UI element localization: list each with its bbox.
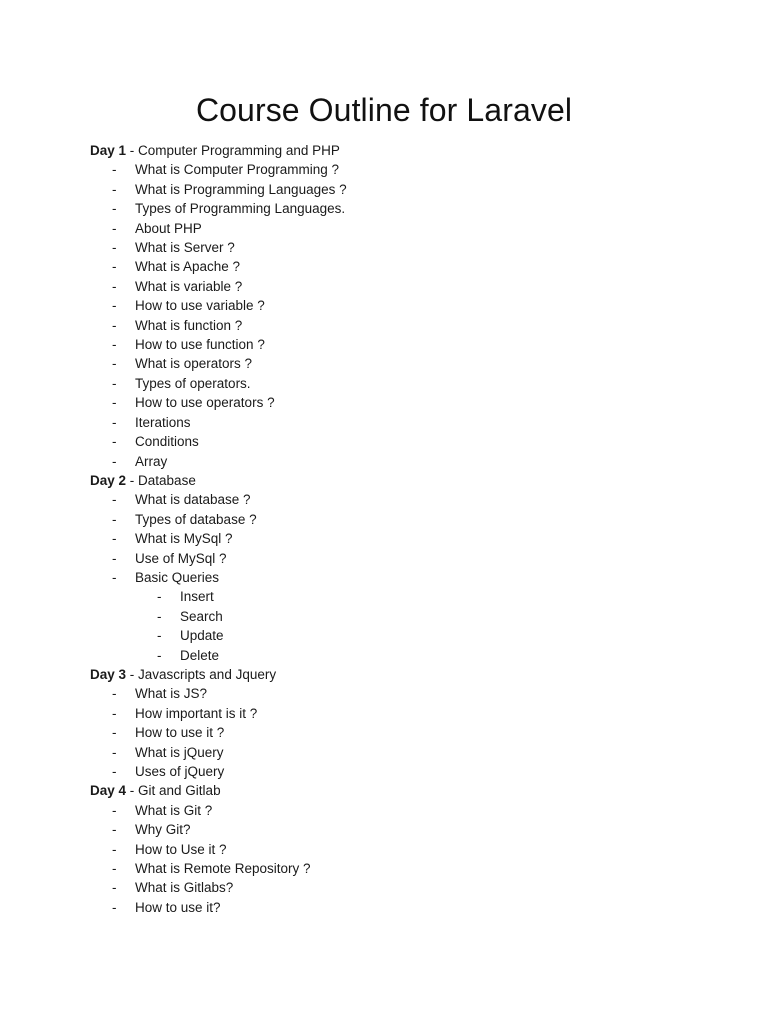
subtopic-text: Insert	[180, 589, 214, 605]
topic-text: What is MySql ?	[135, 531, 233, 547]
topic-text: Types of database ?	[135, 511, 257, 527]
topic-item	[90, 374, 728, 393]
topic-text: How to use it ?	[135, 725, 225, 741]
topic-text: What is Gitlabs?	[135, 880, 234, 896]
dash-bullet: -	[157, 608, 162, 624]
dash-bullet: -	[112, 434, 117, 450]
topic-text: How to use it?	[135, 899, 221, 915]
day-separator: -	[126, 666, 139, 682]
day-heading	[90, 665, 728, 684]
day-heading	[90, 781, 728, 800]
topic-item	[90, 354, 728, 373]
dash-bullet: -	[112, 744, 117, 760]
subtopic-item	[90, 587, 728, 606]
topic-item	[90, 762, 728, 781]
topic-item	[90, 723, 728, 742]
topic-text: Types of Programming Languages.	[135, 201, 346, 217]
topic-item	[90, 510, 728, 529]
day-separator: -	[126, 472, 139, 488]
day-topic: Computer Programming and PHP	[138, 143, 340, 158]
day-label: Day 3	[90, 666, 127, 682]
topic-item	[90, 801, 728, 820]
dash-bullet: -	[112, 822, 117, 838]
topic-text: How to Use it ?	[135, 841, 227, 857]
dash-bullet: -	[157, 647, 162, 663]
topic-text: What is Apache ?	[135, 259, 241, 275]
dash-bullet: -	[157, 628, 162, 644]
topic-item	[90, 180, 728, 199]
dash-bullet: -	[112, 880, 117, 896]
course-outline	[90, 141, 728, 917]
day-section	[90, 471, 728, 665]
dash-bullet: -	[112, 511, 117, 527]
topic-text: Basic Queries	[135, 569, 220, 585]
topic-list	[90, 801, 728, 917]
topic-item	[90, 432, 728, 451]
dash-bullet: -	[112, 764, 117, 779]
topic-text: What is function ?	[135, 317, 243, 333]
topic-text: How to use variable ?	[135, 298, 265, 314]
topic-item	[90, 277, 728, 296]
topic-item	[90, 529, 728, 548]
day-separator: -	[126, 783, 139, 799]
topic-text: What is operators ?	[135, 356, 253, 372]
day-section	[90, 141, 728, 471]
dash-bullet: -	[112, 181, 117, 197]
topic-item	[90, 878, 728, 897]
topic-text: How to use function ?	[135, 337, 265, 353]
subtopic-text: Update	[180, 628, 224, 644]
topic-text: Why Git?	[135, 822, 191, 838]
subtopic-text: Search	[180, 608, 223, 624]
topic-text: Uses of jQuery	[135, 764, 225, 779]
topic-text: What is Remote Repository ?	[135, 861, 311, 877]
topic-list	[90, 490, 728, 665]
dash-bullet: -	[112, 356, 117, 372]
dash-bullet: -	[112, 337, 117, 353]
dash-bullet: -	[112, 899, 117, 915]
dash-bullet: -	[112, 686, 117, 702]
topic-item	[90, 238, 728, 257]
dash-bullet: -	[112, 569, 117, 585]
topic-item	[90, 452, 728, 471]
dash-bullet: -	[112, 414, 117, 430]
topic-text: What is Computer Programming ?	[135, 162, 340, 178]
subtopic-item	[90, 626, 728, 645]
topic-text: What is JS?	[135, 686, 208, 702]
topic-text: Conditions	[135, 434, 199, 450]
dash-bullet: -	[112, 201, 117, 217]
topic-list	[90, 160, 728, 471]
topic-text: How to use operators ?	[135, 395, 275, 411]
topic-item	[90, 296, 728, 315]
dash-bullet: -	[112, 298, 117, 314]
dash-bullet: -	[112, 531, 117, 547]
topic-text: Use of MySql ?	[135, 550, 227, 566]
day-label: Day 4	[90, 783, 127, 799]
topic-item	[90, 219, 728, 238]
dash-bullet: -	[112, 725, 117, 741]
topic-text: What is Programming Languages ?	[135, 181, 347, 197]
day-separator: -	[126, 143, 139, 158]
topic-item	[90, 316, 728, 335]
dash-bullet: -	[112, 220, 117, 236]
document-title: Course Outline for Laravel	[195, 92, 573, 128]
dash-bullet: -	[112, 395, 117, 411]
subtopic-item	[90, 607, 728, 626]
dash-bullet: -	[112, 492, 117, 508]
topic-text: Types of operators.	[135, 375, 251, 391]
dash-bullet: -	[112, 259, 117, 275]
topic-text: What is database ?	[135, 492, 251, 508]
topic-item	[90, 820, 728, 839]
day-topic: Javascripts and Jquery	[138, 666, 277, 682]
day-section	[90, 781, 728, 917]
topic-item	[90, 568, 728, 587]
topic-item	[90, 684, 728, 703]
topic-item	[90, 199, 728, 218]
day-topic: Database	[138, 472, 196, 488]
topic-item	[90, 743, 728, 762]
dash-bullet: -	[112, 841, 117, 857]
day-section	[90, 665, 728, 781]
topic-item	[90, 393, 728, 412]
dash-bullet: -	[112, 705, 117, 721]
topic-item	[90, 549, 728, 568]
dash-bullet: -	[112, 802, 117, 818]
topic-item	[90, 257, 728, 276]
day-heading	[90, 141, 728, 160]
dash-bullet: -	[112, 550, 117, 566]
topic-item	[90, 490, 728, 509]
subtopic-list	[90, 587, 728, 665]
topic-text: How important is it ?	[135, 705, 258, 721]
day-label: Day 2	[90, 472, 127, 488]
topic-item	[90, 160, 728, 179]
topic-text: Iterations	[135, 414, 191, 430]
dash-bullet: -	[112, 375, 117, 391]
topic-item	[90, 413, 728, 432]
topic-item	[90, 840, 728, 859]
dash-bullet: -	[112, 240, 117, 256]
dash-bullet: -	[112, 861, 117, 877]
topic-text: What is Git ?	[135, 802, 213, 818]
topic-text: What is variable ?	[135, 278, 243, 294]
dash-bullet: -	[112, 453, 117, 469]
dash-bullet: -	[157, 589, 162, 605]
subtopic-text: Delete	[180, 647, 220, 663]
topic-item	[90, 335, 728, 354]
subtopic-item	[90, 646, 728, 665]
topic-list	[90, 684, 728, 781]
topic-text: What is jQuery	[135, 744, 224, 760]
day-topic: Git and Gitlab	[138, 783, 221, 799]
dash-bullet: -	[112, 162, 117, 178]
topic-text: About PHP	[135, 220, 202, 236]
dash-bullet: -	[112, 317, 117, 333]
dash-bullet: -	[112, 278, 117, 294]
topic-item	[90, 859, 728, 878]
day-label: Day 1	[90, 143, 127, 158]
topic-item	[90, 704, 728, 723]
topic-text: What is Server ?	[135, 240, 235, 256]
topic-text: Array	[135, 453, 168, 469]
topic-item	[90, 898, 728, 917]
day-heading	[90, 471, 728, 490]
